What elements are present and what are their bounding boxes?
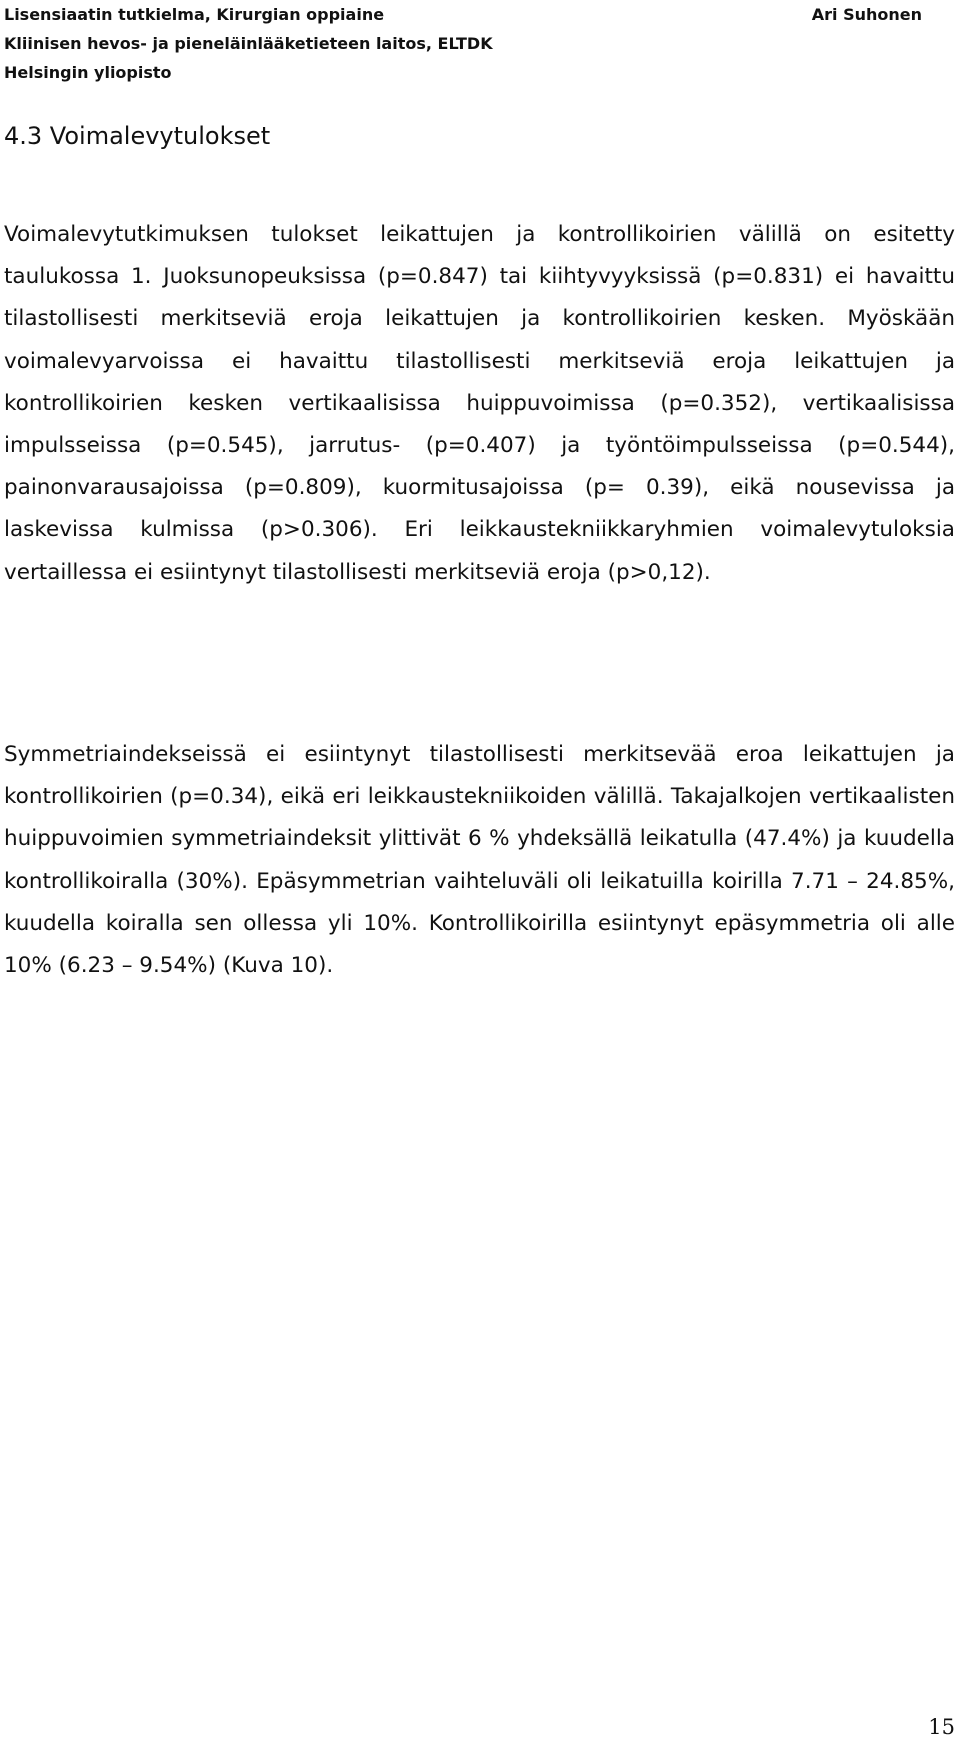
page-number: 15 — [928, 1715, 955, 1739]
body-paragraph-2: Symmetriaindekseissä ei esiintynyt tilastollisesti merkitsevää eroa leikattujen ja kontrollikoirien (p=0.34), eikä eri leikkaustekniikoiden välillä. Takajalkojen vertikaalisten huippuvoimien symmetriaindeksit ylittivät 6 % yhdeksällä leikatulla (47.4%) ja kuudella kontrollikoiralla (30%). Epäsymmetrian vaihteluväli oli leikatuilla koirilla 7.71 – 24.85%, kuudella koiralla sen ollessa yli 10%. Kontrollikoirilla esiintynyt epäsymmetria oli alle 10% (6.23 – 9.54%) (Kuva 10). — [4, 742, 955, 979]
page-header — [4, 0, 922, 87]
header-author: Ari Suhonen — [811, 5, 922, 24]
body-paragraph-1: Voimalevytutkimuksen tulokset leikattujen ja kontrollikoirien välillä on esitetty taulukossa 1. Juoksunopeuksissa (p=0.847) tai kiihtyvyyksissä (p=0.831) ei havaittu tilastollisesti merkitseviä eroja leikattujen ja kontrollikoirien kesken. Myöskään voimalevyarvoissa ei havaittu tilastollisesti merkitseviä eroja leikattujen ja kontrollikoirien kesken vertikaalisissa huippuvoimissa (p=0.352), vertikaalisissa impulsseissa (p=0.545), jarrutus- (p=0.407) ja työntöimpulsseissa (p=0.544), painonvarausajoissa (p=0.809), kuormitusajoissa (p= 0.39), eikä nousevissa ja laskevissa kulmissa (p>0.306). Eri leikkaustekniikkaryhmien voimalevytuloksia vertaillessa ei esiintynyt tilastollisesti merkitseviä eroja (p>0,12). — [4, 222, 955, 585]
header-university-line: Helsingin yliopisto — [4, 63, 172, 82]
header-department-line: Kliinisen hevos- ja pieneläinlääketieteen laitos, ELTDK — [4, 34, 493, 53]
header-thesis-line: Lisensiaatin tutkielma, Kirurgian oppiaine — [4, 5, 385, 24]
section-heading: 4.3 Voimalevytulokset — [4, 122, 271, 150]
